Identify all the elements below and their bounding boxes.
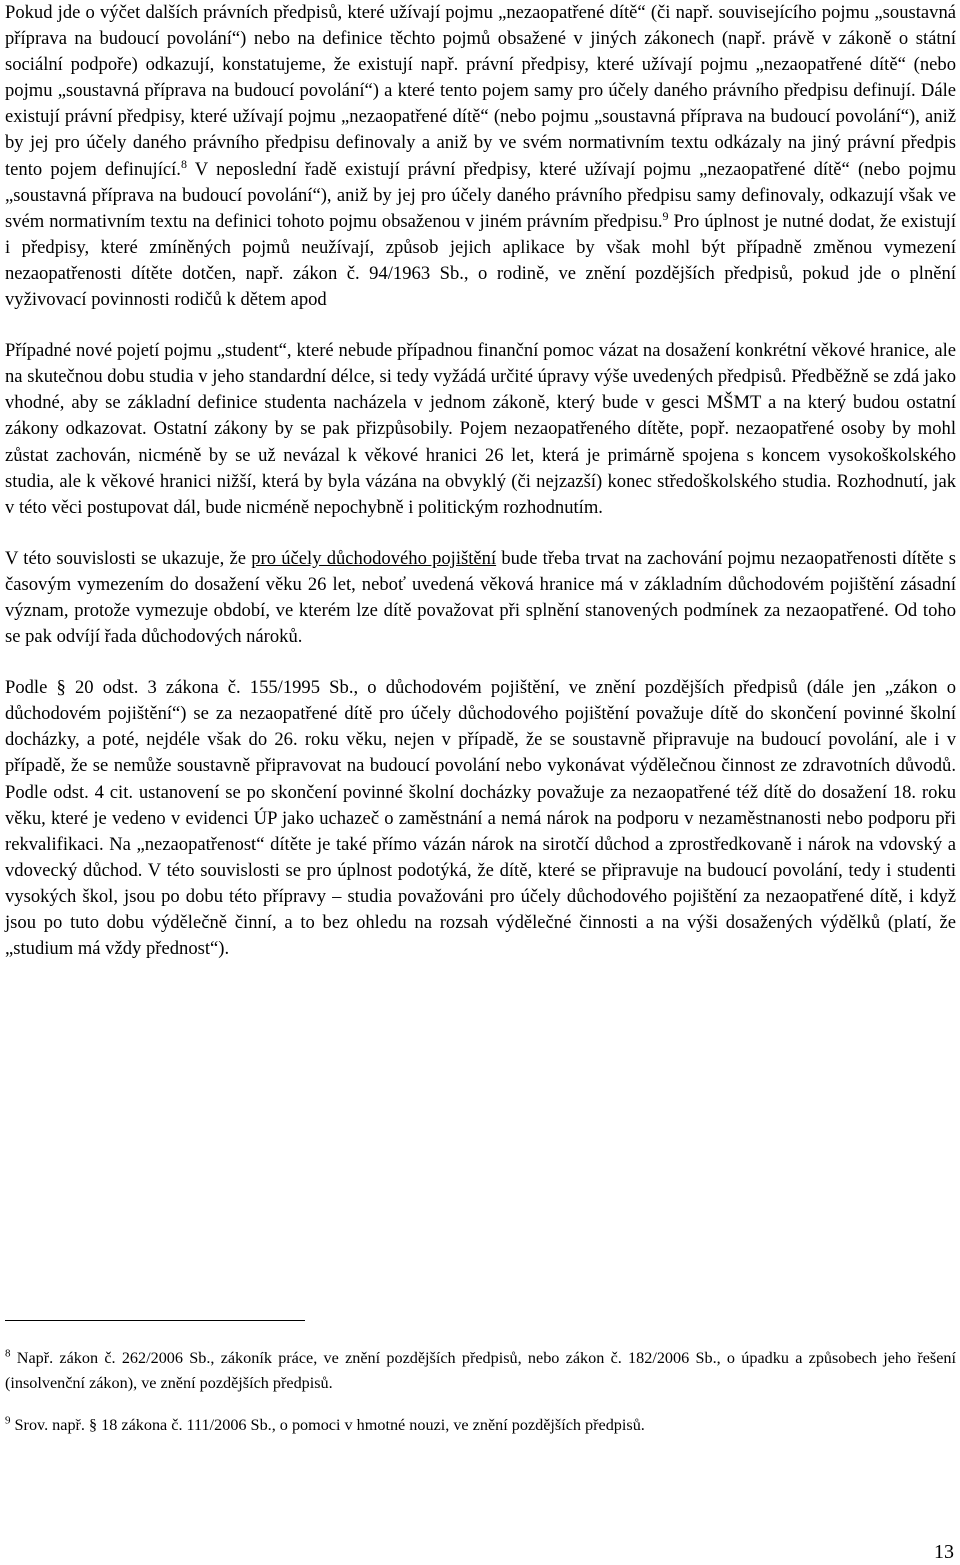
footnote-number: 9 (5, 1414, 11, 1427)
footnote-8 (5, 1346, 956, 1396)
paragraph-gap (5, 521, 956, 546)
paragraph-4: Podle § 20 odst. 3 zákona č. 155/1995 Sb., o důchodovém pojištění, ve znění pozdějších předpisů (dále jen „zákon o důchodovém pojištění“) se za nezaopatřené dítě pro účely důchodového pojištění považuje dítě do skončení povinné školní docházky, a poté, nejdéle však do 26. roku věku, nejen v případě, že se soustavně připravuje na budoucí povolání, ale i v případě, že se nemůže soustavně připravovat na budoucí povolání nebo vykonávat výdělečnou činnost ze zdravotních důvodů. Podle odst. 4 cit. ustanovení se po skončení povinné školní docházky považuje za nezaopatřené též dítě do dosažení 18. roku věku, které je vedeno v evidenci ÚP jako uchazeč o zaměstnání a nemá nárok na podporu v nezaměstnanosti nebo podporu při rekvalifikaci. Na „nezaopatřenost“ dítěte je také přímo vázán nárok na sirotčí důchod a zprostředkovaně i nárok na vdovský a vdovecký důchod. V této souvislosti se pro úplnost podotýká, že dítě, které se připravuje na budoucí povolání, tedy i studenti vysokých škol, jsou po dobu této přípravy – studia považováni pro účely důchodového pojištění za nezaopatřené dítě, i když jsou po tuto dobu výdělečně činní, a to bez ohledu na rozsah výdělečné činnosti a na výši dosažených výdělků (platí, že „studium má vždy přednost“). (5, 677, 956, 960)
footnote-9 (5, 1413, 956, 1438)
page-number: 13 (934, 1541, 954, 1563)
paragraph-gap (5, 313, 956, 338)
footnote-separator (5, 1320, 305, 1321)
paragraph-1 (5, 0, 956, 313)
paragraph-1-text-b: V neposlední řadě existují právní předpisy, které užívají pojmu „nezaopatřené dítě“ (nebo pojmu „soustavná příprava na budoucí povolání“), aniž by jej pro účely daného právního předpisu samy definovaly, odkazují však ve svém normativním textu na definici tohoto pojmu obsaženou v jiném právním předpisu. (5, 158, 956, 232)
paragraph-2: Případné nové pojetí pojmu „student“, které nebude případnou finanční pomoc vázat na dosažení konkrétní věkové hranice, ale na skutečnou dobu studia v jeho standardní délce, si tedy vyžádá určité úpravy výše uvedených předpisů. Předběžně se zdá jako vhodné, aby se základní definice studenta nacházela v jednom zákoně, který bude v gesci MŠMT a na který budou ostatní zákony odkazovat. Ostatní zákony by se pak přizpůsobily. Pojem nezaopatřeného dítěte, popř. nezaopatřené osoby by mohl zůstat zachován, nicméně by se už nevázal k věkové hranici 26 let, která je primárně spojena s koncem vysokoškolského studia, ale k věkové hranici nižší, která by byla vázána na obvyklý (či nejzazší) konec středoškolského studia. Rozhodnutí, jak v této věci postupovat dál, bude nicméně nepochybně i politickým rozhodnutím. (5, 340, 956, 518)
paragraph-3-text-a: V této souvislosti se ukazuje, že (5, 547, 252, 569)
footnote-ref-8[interactable]: 8 (180, 156, 187, 171)
footnote-text: Srov. např. § 18 zákona č. 111/2006 Sb., o pomoci v hmotné nouzi, ve znění pozdějších předpisů. (10, 1416, 645, 1434)
paragraph-3-text-b: bude třeba trvat na zachování pojmu nezaopatřenosti dítěte s časovým vymezením do dosažení věku 26 let, neboť uvedená věková hranice má v základním důchodovém pojištění zásadní význam, protože vymezuje období, ve kterém lze dítě považovat při splnění stanovených podmínek za nezaopatřené. Od toho se pak odvíjí řada důchodových nároků. (5, 547, 956, 648)
paragraph-3 (5, 546, 956, 650)
paragraph-1-text-c: Pro úplnost je nutné dodat, že existují i předpisy, které zmíněných pojmů neužívají, způsob jejich aplikace by však mohl být případně změnou vymezení nezaopatřenosti dítěte dotčen, např. zákon č. 94/1963 Sb., o rodině, ve znění pozdějších předpisů, pokud jde o plnění vyživovací povinnosti rodičů k dětem apod (5, 210, 956, 311)
paragraph-3-underlined-phrase: pro účely důchodového pojištění (251, 547, 497, 569)
paragraph-gap (5, 650, 956, 675)
footnotes (5, 1346, 956, 1455)
paragraph-1-text-a: Pokud jde o výčet dalších právních předpisů, které užívají pojmu „nezaopatřené dítě“ (či např. souvisejícího pojmu „soustavná příprava na budoucí povolání“) nebo na definice těchto pojmů obsažené v jiných zákonech (např. právě v zákoně o státní sociální podpoře) odkazují, konstatujeme, že existují např. právní předpisy, které užívají pojmu „nezaopatřené dítě“ (nebo pojmu „soustavná příprava na budoucí povolání“) a které tento pojem samy pro účely daného právního předpisu definují. Dále existují právní předpisy, které užívají pojmu „nezaopatřené dítě“ (nebo pojmu „soustavná příprava na budoucí povolání“), aniž by jej pro účely daného právního předpisu definovaly a aniž by ve svém normativním textu odkázaly na jiný právní předpis tento pojem definující. (5, 2, 956, 180)
footnote-ref-9[interactable]: 9 (662, 208, 669, 223)
document-body (5, 0, 956, 962)
footnote-number: 8 (5, 1347, 11, 1360)
footnote-text: Např. zákon č. 262/2006 Sb., zákoník práce, ve znění pozdějších předpisů, nebo zákon č. 182/2006 Sb., o úpadku a způsobech jeho řešení (insolvenční zákon), ve znění pozdějších předpisů. (5, 1349, 956, 1392)
